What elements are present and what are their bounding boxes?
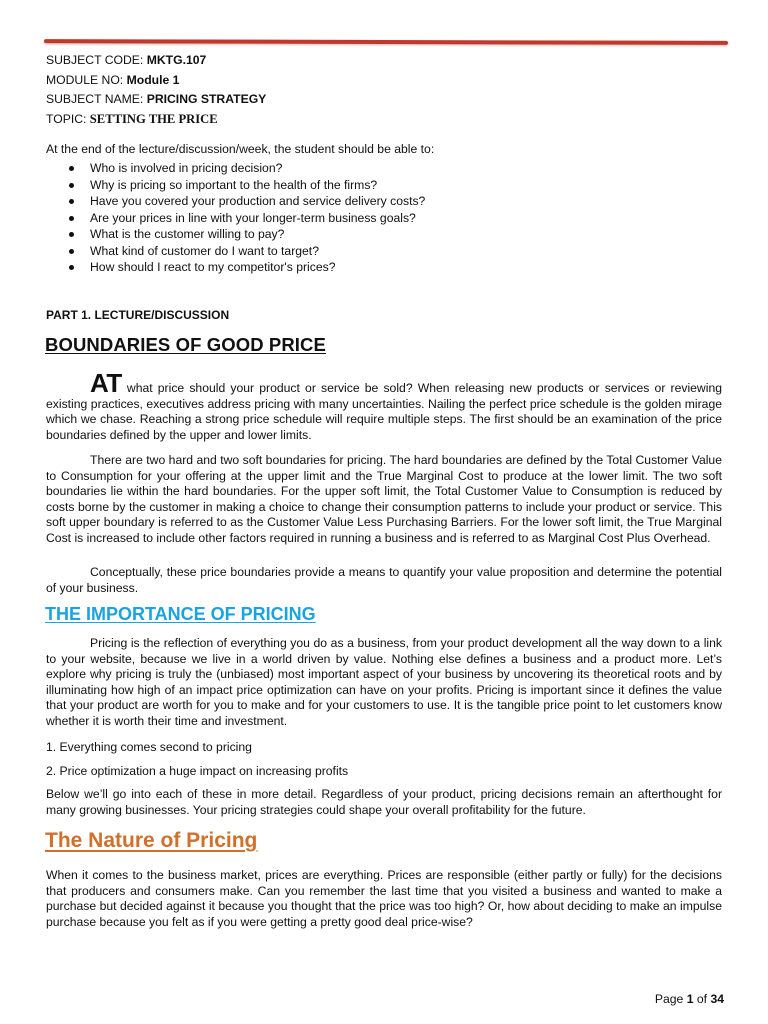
importance-point-2: 2. Price optimization a huge impact on increasing profits — [46, 764, 349, 778]
part-label: PART 1. LECTURE/DISCUSSION — [46, 308, 230, 322]
objective-item: What is the customer willing to pay? — [90, 226, 726, 243]
module-row — [46, 71, 266, 91]
importance-point-1: 1. Everything comes second to pricing — [46, 740, 252, 754]
dropcap-text: AT — [90, 368, 122, 398]
objectives-list — [46, 160, 726, 276]
subject-name-label: SUBJECT NAME: — [46, 92, 147, 106]
page-of: of — [693, 992, 711, 1006]
topic-label: TOPIC: — [46, 111, 90, 126]
objective-item: What kind of customer do I want to target? — [90, 243, 726, 260]
module-value: Module 1 — [126, 72, 180, 87]
heading-importance: THE IMPORTANCE OF PRICING — [45, 604, 316, 624]
objective-item: Who is involved in pricing decision? — [90, 160, 726, 177]
course-header — [46, 51, 266, 129]
objective-item: Why is pricing so important to the health of the firms? — [90, 177, 726, 194]
boundaries-para1-text: what price should your product or service be sold? When releasing new products or services or reviewing existing practices, executives address pricing with many uncertainties. Nailing the perfect price schedule is the golden mirage which we chase. Reaching a strong price schedule will require multiple steps. The first should be an examination of the price boundaries defined by the upper and lower limits. — [46, 381, 723, 442]
page-number — [655, 992, 724, 1006]
module-label: MODULE NO: — [46, 72, 127, 87]
topic-row — [46, 110, 266, 130]
page-label: Page — [654, 992, 687, 1006]
importance-para1-text: Pricing is the reflection of everything you do as a business, from your product development all the way down to a link to your website, because we live in a world driven by value. Nothing else defines a business and a product more. Let’s explore why pricing is truly the (unbiased) most important aspect of your business by uncovering its theoretical roots and by illuminating how high of an impact price optimization can have on your profits. Pricing is important since it defines the value that your product are worth for you to make and for your customers to use. It is the tangible price point to let customers know whether it is worth their time and investment. — [46, 636, 722, 728]
nature-para1-text: When it comes to the business market, prices are everything. Prices are responsible (either partly or fully) for the decisions that producers and consumers make. Can you remember the last time that you visited a business and wanted to make a purchase but decided against it because you thought that the price was too high? Or, how about deciding to make an impulse purchase because you felt as if you were getting a pretty good deal price-wise? — [46, 868, 722, 929]
boundaries-paragraph-3 — [46, 565, 722, 596]
objective-item: Have you covered your production and service delivery costs? — [90, 193, 726, 210]
boundaries-paragraph-1 — [46, 368, 723, 443]
topic-value: SETTING THE PRICE — [89, 111, 218, 126]
subject-code-row — [46, 51, 266, 71]
boundaries-para2-text: There are two hard and two soft boundaries for pricing. The hard boundaries are defined by the Total Customer Value to Consumption for your offering at the upper limit and the True Marginal Cost to produce at the lower limit. The two soft boundaries lie within the hard boundaries. For the upper soft limit, the Total Customer Value to Consumption is reduced by costs borne by the customer in making a choice to change their consumption patterns to include your product or service. This soft upper boundary is referred to as the Customer Value Less Purchasing Barriers. For the lower soft limit, the True Marginal Cost is increased to include other factors required in running a business and is referred to as Marginal Cost Plus Overhead. — [46, 453, 722, 545]
heading-nature-of-pricing: The Nature of Pricing — [45, 829, 258, 852]
subject-name-value: PRICING STRATEGY — [146, 92, 267, 106]
boundaries-para3-text: Conceptually, these price boundaries provide a means to quantify your value proposition and determine the potential of your business. — [46, 565, 722, 595]
boundaries-paragraph-2 — [46, 453, 722, 547]
objective-item: Are your prices in line with your longer-term business goals? — [90, 210, 726, 227]
importance-para2-text: Below we’ll go into each of these in more detail. Regardless of your product, pricing decisions remain an afterthought for many growing businesses. Your pricing strategies could shape your overall profitability for the future. — [46, 787, 722, 817]
importance-paragraph-1 — [46, 636, 722, 730]
subject-code-value: MKTG.107 — [146, 53, 207, 67]
heading-boundaries: BOUNDARIES OF GOOD PRICE — [45, 334, 326, 355]
importance-paragraph-2 — [46, 787, 722, 818]
objectives-intro: At the end of the lecture/discussion/week, the student should be able to: — [46, 142, 435, 156]
page-current: 1 — [686, 992, 694, 1006]
subject-code-label: SUBJECT CODE: — [46, 53, 147, 67]
top-red-rule — [44, 39, 728, 45]
page-total: 34 — [710, 992, 724, 1006]
learning-objectives — [46, 141, 726, 276]
objective-item: How should I react to my competitor's prices? — [90, 259, 726, 276]
nature-paragraph-1 — [46, 868, 722, 930]
subject-name-row — [46, 90, 266, 110]
